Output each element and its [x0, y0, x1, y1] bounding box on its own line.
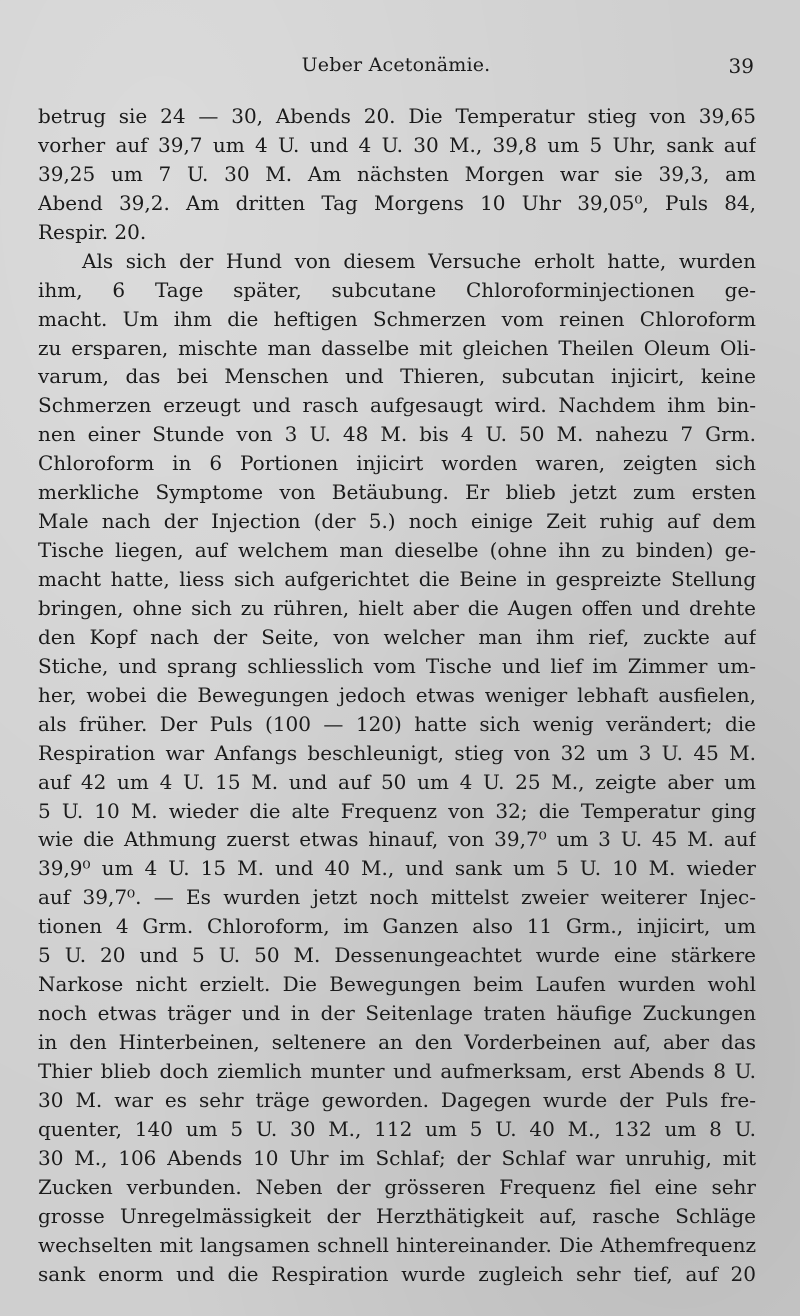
- text-line: varum, das bei Menschen und Thieren, subcutan injicirt, keine: [38, 364, 756, 389]
- text-line: Respir. 20.: [38, 219, 147, 244]
- text-line: auf 39,7⁰. — Es wurden jetzt noch mittelst zweier weiterer Injec-: [38, 885, 756, 910]
- running-header: [38, 54, 754, 84]
- text-line: wechselten mit langsamen schnell hintereinander. Die Athemfrequenz: [38, 1232, 756, 1257]
- text-line: Respiration war Anfangs beschleunigt, stieg von 32 um 3 U. 45 M.: [38, 740, 756, 765]
- text-line: quenter, 140 um 5 U. 30 M., 112 um 5 U. 40 M., 132 um 8 U.: [38, 1116, 756, 1141]
- text-line: bringen, ohne sich zu rühren, hielt aber die Augen offen und drehte: [38, 595, 756, 620]
- text-line: her, wobei die Bewegungen jedoch etwas weniger lebhaft ausfielen,: [38, 682, 756, 707]
- text-line: Abend 39,2. Am dritten Tag Morgens 10 Uhr 39,05⁰, Puls 84,: [38, 190, 756, 215]
- text-line: 30 M., 106 Abends 10 Uhr im Schlaf; der Schlaf war unruhig, mit: [38, 1145, 756, 1170]
- text-line: Chloroform in 6 Portionen injicirt worden waren, zeigten sich: [38, 451, 756, 476]
- text-line: Male nach der Injection (der 5.) noch einige Zeit ruhig auf dem: [38, 509, 756, 534]
- text-line: 30 M. war es sehr träge geworden. Dagegen wurde der Puls fre-: [38, 1087, 756, 1112]
- text-line: Schmerzen erzeugt und rasch aufgesaugt wird. Nachdem ihm bin-: [38, 393, 756, 418]
- text-line: ihm, 6 Tage später, subcutane Chloroforminjectionen ge-: [38, 277, 756, 302]
- body-text: [38, 102, 756, 1288]
- text-line: in den Hinterbeinen, seltenere an den Vorderbeinen auf, aber das: [38, 1030, 756, 1054]
- text-line: sank enorm und die Respiration wurde zugleich sehr tief, auf 20: [38, 1261, 756, 1286]
- text-line: 39,9⁰ um 4 U. 15 M. und 40 M., und sank um 5 U. 10 M. wieder: [38, 856, 756, 881]
- text-line: nen einer Stunde von 3 U. 48 M. bis 4 U. 50 M. nahezu 7 Grm.: [38, 422, 756, 447]
- text-line: Thier blieb doch ziemlich munter und aufmerksam, erst Abends 8 U.: [38, 1058, 756, 1083]
- text-line: wie die Athmung zuerst etwas hinauf, von 39,7⁰ um 3 U. 45 M. auf: [38, 827, 756, 852]
- text-line: tionen 4 Grm. Chloroform, im Ganzen also 11 Grm., injicirt, um: [38, 914, 756, 939]
- text-line: noch etwas träger und in der Seitenlage traten häufige Zuckungen: [38, 1001, 756, 1026]
- text-line: 5 U. 20 und 5 U. 50 M. Dessenungeachtet wurde eine stärkere: [38, 943, 756, 968]
- text-line: Stiche, und sprang schliesslich vom Tische und lief im Zimmer um-: [38, 653, 756, 678]
- text-line: 5 U. 10 M. wieder die alte Frequenz von 32; die Temperatur ging: [38, 798, 756, 823]
- running-title: Ueber Acetonämie.: [301, 54, 491, 76]
- text-line: 39,25 um 7 U. 30 M. Am nächsten Morgen war sie 39,3, am: [38, 161, 756, 186]
- text-line: auf 42 um 4 U. 15 M. und auf 50 um 4 U. 25 M., zeigte aber um: [38, 769, 756, 794]
- text-line: Als sich der Hund von diesem Versuche erholt hatte, wurden: [82, 248, 756, 273]
- text-line: Zucken verbunden. Neben der grösseren Frequenz fiel eine sehr: [38, 1174, 756, 1199]
- text-line: macht. Um ihm die heftigen Schmerzen vom reinen Chloroform: [38, 306, 756, 331]
- text-line: zu ersparen, mischte man dasselbe mit gleichen Theilen Oleum Oli-: [38, 335, 756, 360]
- text-line: vorher auf 39,7 um 4 U. und 4 U. 30 M., 39,8 um 5 Uhr, sank auf: [38, 132, 756, 157]
- page-number: 39: [728, 54, 754, 78]
- text-line: betrug sie 24 — 30, Abends 20. Die Temperatur stieg von 39,65: [38, 104, 756, 128]
- text-line: Tische liegen, auf welchem man dieselbe (ohne ihn zu binden) ge-: [38, 538, 756, 563]
- text-line: Narkose nicht erzielt. Die Bewegungen beim Laufen wurden wohl: [38, 972, 756, 997]
- text-line: macht hatte, liess sich aufgerichtet die Beine in gespreizte Stellung: [38, 567, 756, 591]
- text-line: merkliche Symptome von Betäubung. Er blieb jetzt zum ersten: [38, 480, 756, 505]
- text-line: als früher. Der Puls (100 — 120) hatte sich wenig verändert; die: [38, 711, 756, 736]
- text-line: grosse Unregelmässigkeit der Herzthätigkeit auf, rasche Schläge: [38, 1203, 756, 1228]
- text-line: den Kopf nach der Seite, von welcher man ihm rief, zuckte auf: [38, 624, 756, 649]
